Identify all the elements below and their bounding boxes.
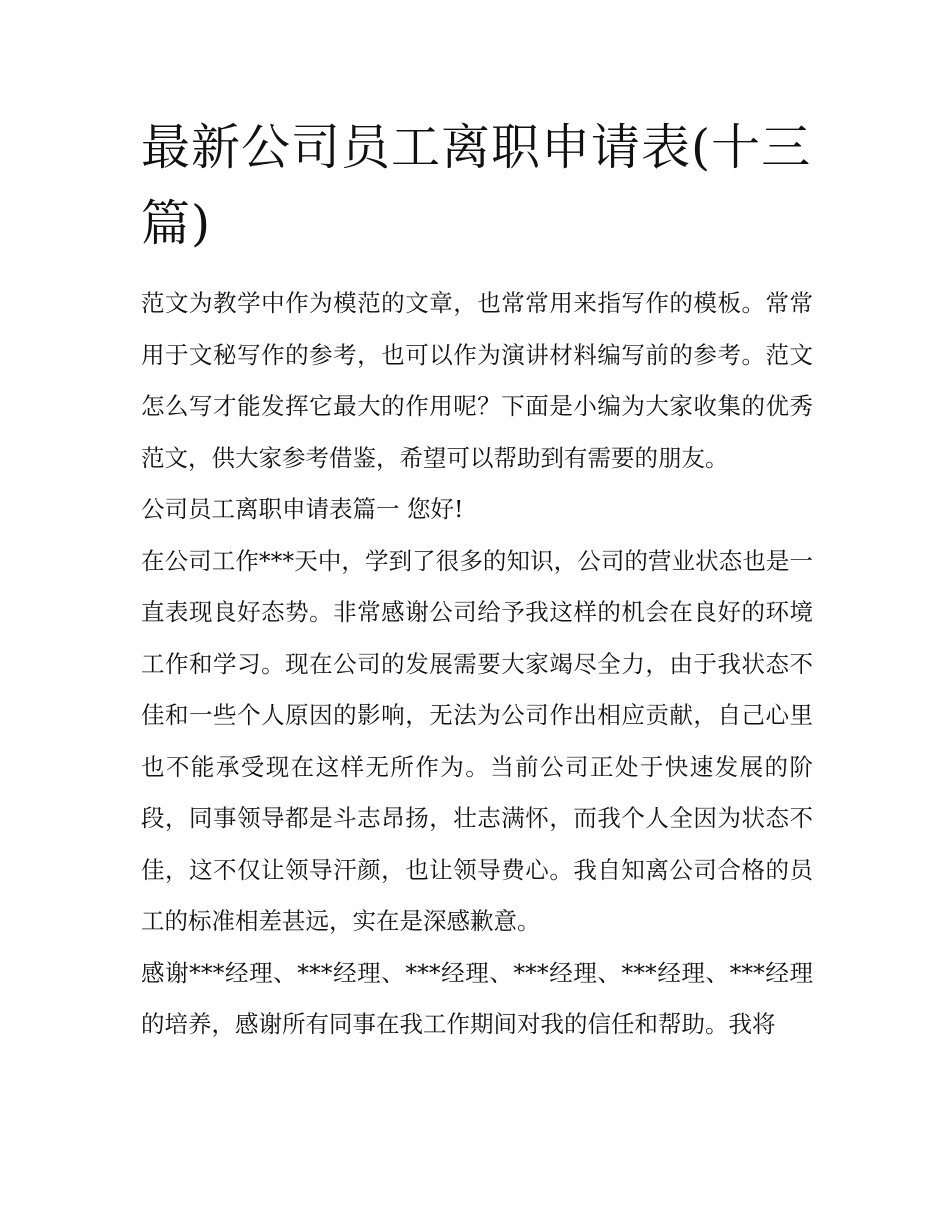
section-heading-paragraph: 公司员工离职申请表篇一 您好! [141,495,464,523]
body-paragraph: 感谢***经理、***经理、***经理、***经理、***经理、***经理的培养，感谢所有同事在我工作期间对我的信任和帮助。我将 [141,958,813,1038]
document-title: 最新公司员工离职申请表(十三篇) [141,119,812,252]
document-body [141,110,813,1051]
body-paragraph: 在公司工作***天中，学到了很多的知识，公司的营业状态也是一直表现良好态势。非常感谢公司给予我这样的机会在良好的环境工作和学习。现在公司的发展需要大家竭尽全力，由于我状态不佳和一些个人原因的影响，无法为公司作出相应贡献，自己心里也不能承受现在这样无所作为。当前公司正处于快速发展的阶段，同事领导都是斗志昂扬，壮志满怀，而我个人全因为状态不佳，这不仅让领导汗颜，也让领导费心。我自知离公司合格的员工的标准相差甚远，实在是深感歉意。 [141,546,813,935]
intro-paragraph: 范文为教学中作为模范的文章，也常常用来指写作的模板。常常用于文秘写作的参考，也可以作为演讲材料编写前的参考。范文怎么写才能发挥它最大的作用呢？下面是小编为大家收集的优秀范文，供大家参考借鉴，希望可以帮助到有需要的朋友。 [141,289,813,472]
